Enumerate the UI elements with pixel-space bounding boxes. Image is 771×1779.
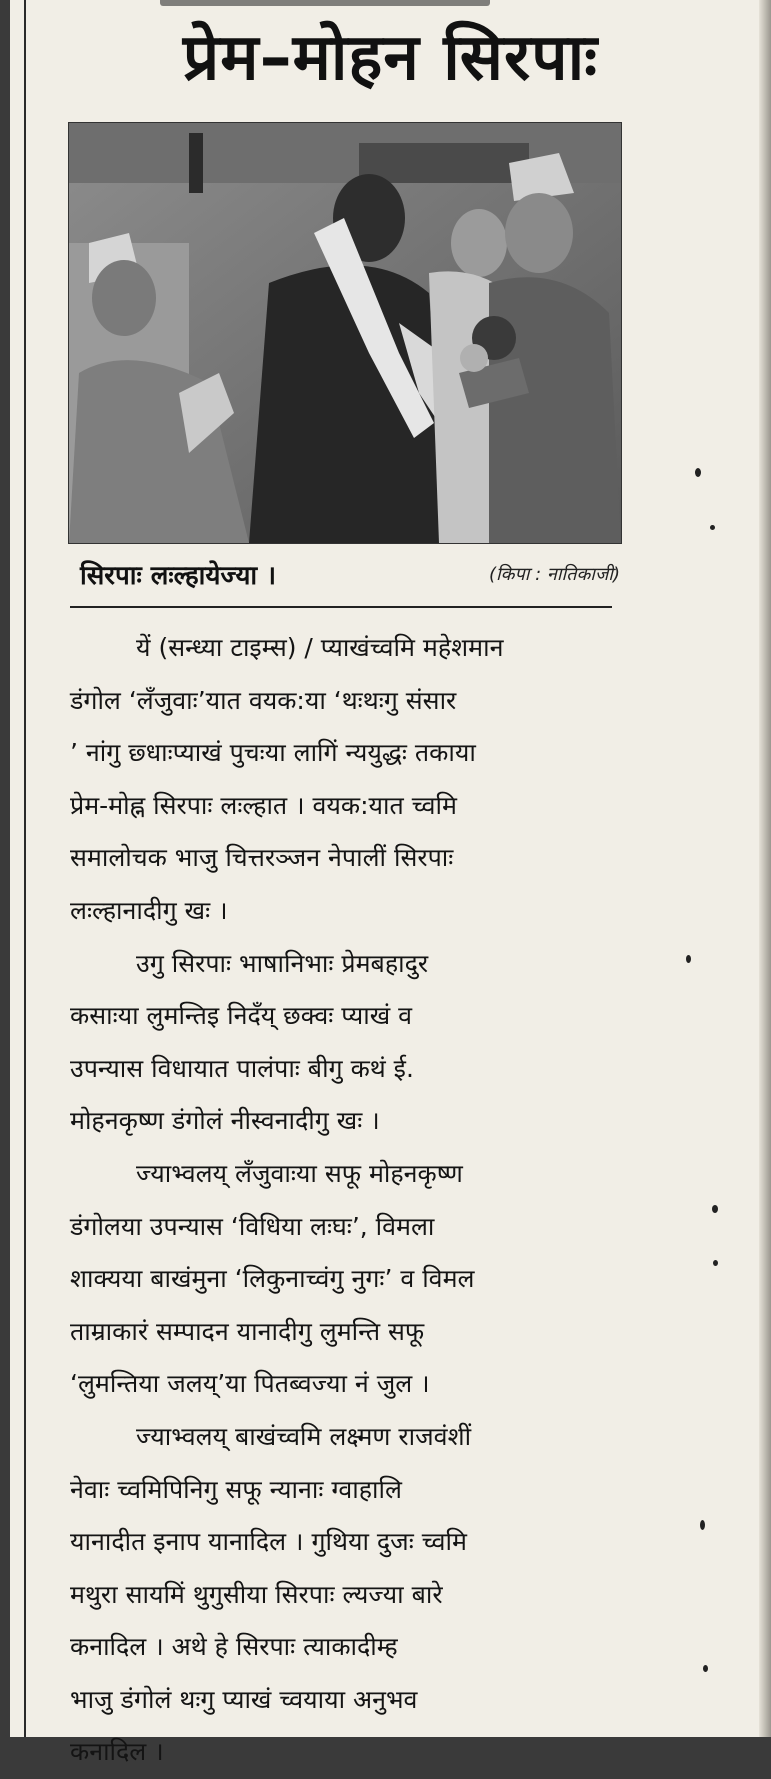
- body-line: यानादीत इनाप यानादिल । गुथिया दुजः च्वमि: [70, 1527, 467, 1557]
- body-line: ज्याभ्वलय् बाखंच्वमि लक्ष्मण राजवंशीं: [136, 1421, 472, 1451]
- column-rule: [24, 0, 26, 1737]
- body-line: भाजु डंगोलं थःगु प्याखं च्वयाया अनुभव: [70, 1684, 418, 1714]
- body-line: ताम्राकारं सम्पादन यानादीगु लुमन्ति सफू: [70, 1316, 425, 1346]
- body-line: ज्याभ्वलय् लँजुवाःया सफू मोहनकृष्ण: [136, 1158, 463, 1188]
- ink-speck: [713, 1260, 718, 1266]
- body-line: डंगोल ‘लँजुवाः’यात वयक:या ‘थःथःगु संसार: [70, 685, 457, 715]
- body-line: मथुरा सायमिं थुगुसीया सिरपाः ल्यज्या बारे: [70, 1579, 443, 1609]
- body-line: मोहनकृष्ण डंगोलं नीस्वनादीगु खः ।: [70, 1106, 380, 1136]
- body-line: ‘लुमन्तिया जलय्’या पितब्वज्या नं जुल ।: [70, 1369, 430, 1399]
- caption-text: सिरपाः लःल्हायेज्या ।: [80, 561, 277, 591]
- body-line: कसाःया लुमन्तिइ निदँय् छक्वः प्याखं व: [70, 1001, 413, 1031]
- body-line: लःल्हानादीगु खः ।: [70, 895, 228, 925]
- news-photo: [68, 122, 622, 544]
- article-body: [70, 622, 615, 1779]
- body-line: यें (सन्ध्या टाइम्स) / प्याखंच्वमि महेशमान: [136, 633, 504, 662]
- body-line: कनादिल ।: [70, 1737, 164, 1767]
- body-line: कनादिल । अथे हे सिरपाः त्याकादीम्ह: [70, 1632, 398, 1662]
- ink-speck: [703, 1665, 708, 1672]
- ink-speck: [700, 1520, 705, 1530]
- ink-speck: [695, 468, 701, 477]
- body-line: उपन्यास विधायात पालंपाः बीगु कथं ई.: [70, 1053, 414, 1083]
- paper-edge-shadow: [759, 0, 771, 1737]
- clipped-header-remnant: [160, 0, 490, 6]
- body-line: उगु सिरपाः भाषानिभाः प्रेमबहादुर: [136, 948, 429, 978]
- ink-speck: [710, 525, 715, 530]
- body-line: डंगोलया उपन्यास ‘विधिया लःघः’, विमला: [70, 1211, 435, 1241]
- ink-speck: [712, 1205, 718, 1213]
- body-line: प्रेम-मोह्न सिरपाः लःल्हात । वयक:यात च्वमि: [70, 790, 457, 820]
- body-line: ’ नांगु छ्धाःप्याखं पुचःया लागिं न्ययुद्धः तकाया: [70, 738, 476, 768]
- body-line: शाक्यया बाखंमुना ‘लिकुनाच्वंगु नुगः’ व विमल: [70, 1264, 475, 1294]
- body-line: समालोचक भाजु चित्तरञ्जन नेपालीं सिरपाः: [70, 843, 454, 873]
- body-line: नेवाः च्वमिपिनिगु सफू न्यानाः ग्वाहालि: [70, 1474, 402, 1504]
- photo-caption: [80, 556, 620, 596]
- newspaper-clipping: [10, 0, 771, 1767]
- photo-credit: (किपा : नातिकाजी): [488, 564, 620, 585]
- caption-divider: [70, 606, 612, 608]
- ink-speck: [686, 955, 691, 963]
- headline: प्रेम–मोहन सिरपाः: [182, 21, 599, 95]
